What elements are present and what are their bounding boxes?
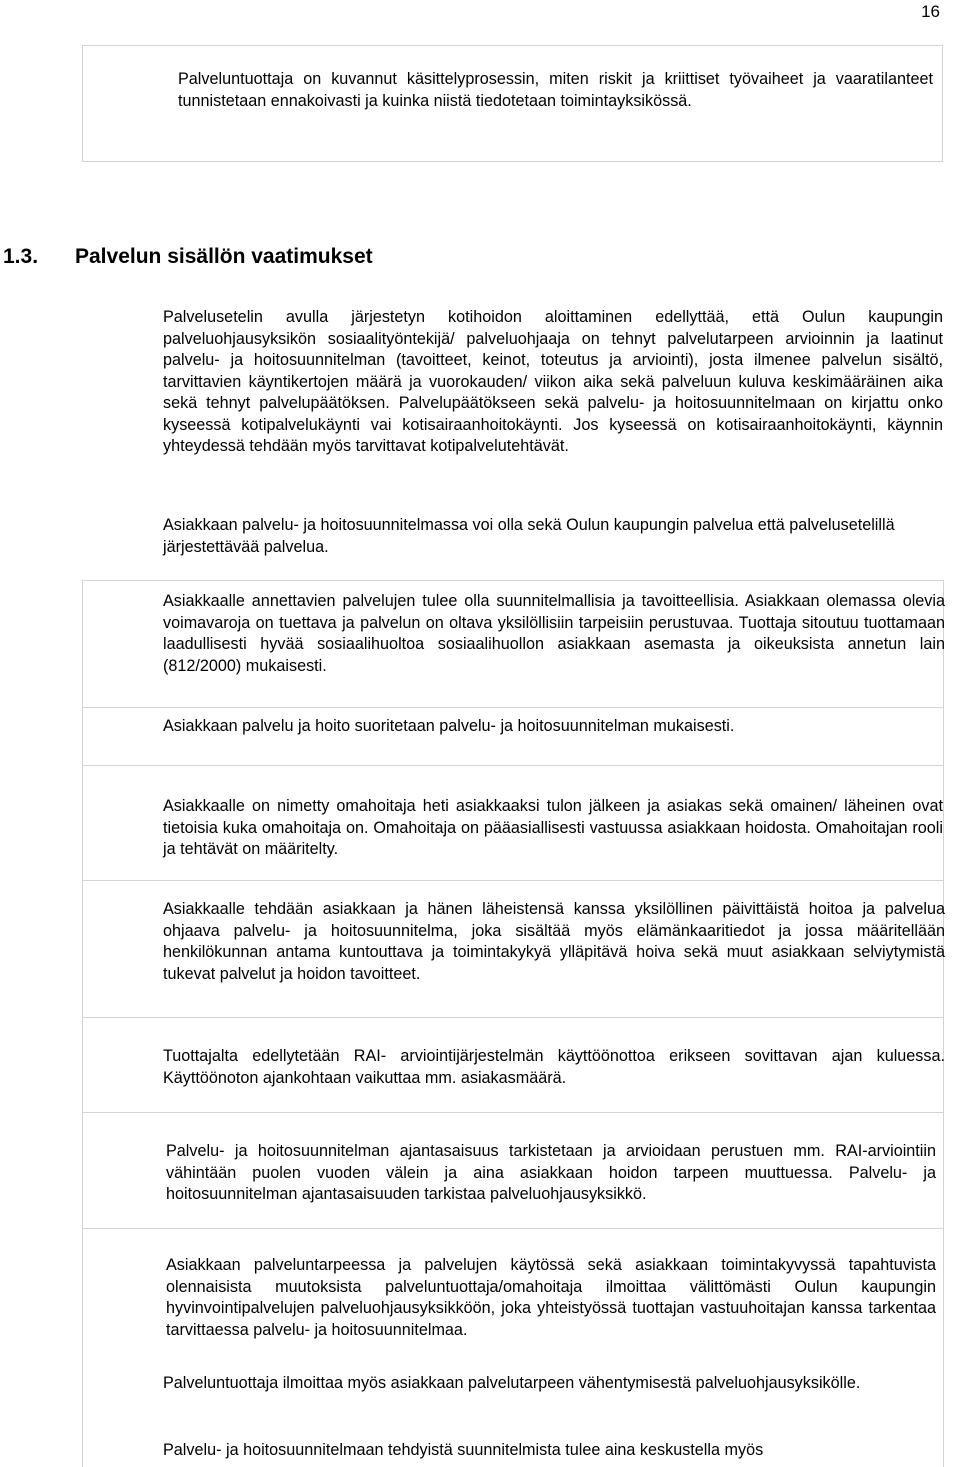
highlighted-note-box [82, 45, 943, 162]
paragraph-2 [163, 515, 943, 558]
paragraph-1 [163, 307, 943, 458]
paragraph-3 [163, 591, 945, 677]
paragraph-5-text: Asiakkaalle on nimetty omahoitaja heti asiakkaaksi tulon jälkeen ja asiakas sekä omainen/ läheinen ovat tietoisia kuka omahoitaja on. Omahoitaja on pääasiallisesti vastuussa asiakkaan hoidosta. Omahoitajan rooli ja tehtävät on määritelty. [163, 797, 943, 858]
paragraph-4 [163, 716, 943, 738]
paragraph-3-text: Asiakkaalle annettavien palvelujen tulee olla suunnitelmallisia ja tavoitteellisia. Asiakkaan olemassa olevia voimavaroja on tuettava ja palvelun on oltava yksilöllisiin tarpeisiin perustuvaa. Tuottaja sitoutuu tuottamaan laadullisesti hyvää sosiaalihuoltoa sosiaalihuollon asiakkaan asemasta ja oikeuksista annetun lain (812/2000) mukaisesti. [163, 592, 945, 675]
note-text: Palveluntuottaja on kuvannut käsittelyprosessin, miten riskit ja kriittiset työvaiheet ja vaaratilanteet tunnistetaan ennakoivasti ja kuinka niistä tiedotetaan toimintayksikössä. [178, 70, 933, 110]
paragraph-8-text: Palvelu- ja hoitosuunnitelman ajantasaisuus tarkistetaan ja arvioidaan perustuen mm. RAI-arviointiin vähintään puolen vuoden välein ja aina asiakkaan hoidon tarpeen muuttuessa. Palvelu- ja hoitosuunnitelman ajantasaisuuden tarkistaa palveluohjausyksikkö. [166, 1142, 936, 1203]
section-frame-right [943, 580, 944, 1467]
paragraph-7 [163, 1046, 945, 1089]
section-frame-left [82, 580, 83, 1467]
separator-1 [82, 580, 943, 581]
paragraph-5 [163, 796, 943, 861]
separator-7 [82, 1228, 943, 1229]
paragraph-7-text: Tuottajalta edellytetään RAI- arviointijärjestelmän käyttöönottoa erikseen sovittavan ajan kuluessa. Käyttöönoton ajankohtaan vaikuttaa mm. asiakasmäärä. [163, 1047, 945, 1087]
paragraph-11-text: Palvelu- ja hoitosuunnitelmaan tehdyistä suunnitelmista tulee aina keskustella myös [163, 1441, 764, 1459]
section-title: Palvelun sisällön vaatimukset [75, 245, 373, 269]
paragraph-9 [166, 1255, 936, 1341]
paragraph-11 [163, 1440, 933, 1462]
paragraph-9-text: Asiakkaan palveluntarpeessa ja palvelujen käytössä sekä asiakkaan toimintakyvyssä tapahtuvista olennaisista muutoksista palveluntuottaja/omahoitaja ilmoittaa välittömästi Oulun kaupungin hyvinvointipalvelujen palveluohjausyksikköön, joka yhteistyössä tuottajan vastuuhoitajan kanssa tarkentaa tarvittaessa palvelu- ja hoitosuunnitelmaa. [166, 1256, 936, 1339]
section-heading [3, 245, 373, 269]
paragraph-10-text: Palveluntuottaja ilmoittaa myös asiakkaan palvelutarpeen vähentymisestä palveluohjausyksikölle. [163, 1374, 861, 1392]
separator-6 [82, 1112, 943, 1113]
paragraph-4-text: Asiakkaan palvelu ja hoito suoritetaan palvelu- ja hoitosuunnitelman mukaisesti. [163, 717, 735, 735]
paragraph-6-text: Asiakkaalle tehdään asiakkaan ja hänen läheistensä kanssa yksilöllinen päivittäistä hoitoa ja palvelua ohjaava palvelu- ja hoitosuunnitelma, joka sisältää myös elämänkaaritiedot ja jossa määritellään henkilökunnan antama kuntouttava ja toimintakykyä ylläpitävä hoiva sekä muut asiakkaan selviytymistä tukevat palvelut ja hoidon tavoitteet. [163, 900, 945, 983]
separator-5 [82, 1017, 943, 1018]
paragraph-8 [166, 1141, 936, 1206]
paragraph-6 [163, 899, 945, 985]
paragraph-10 [163, 1373, 923, 1395]
paragraph-2-text: Asiakkaan palvelu- ja hoitosuunnitelmassa voi olla sekä Oulun kaupungin palvelua että palvelusetelillä järjestettävää palvelua. [163, 516, 895, 556]
section-number: 1.3. [3, 245, 39, 269]
paragraph-1-text: Palvelusetelin avulla järjestetyn kotihoidon aloittaminen edellyttää, että Oulun kaupungin palveluohjausyksikön sosiaalityöntekijä/ palveluohjaaja on tehnyt palvelutarpeen arvioinnin ja laatinut palvelu- ja hoitosuunnitelman (tavoitteet, keinot, toteutus ja arviointi), josta ilmenee palvelun sisältö, tarvittavien käyntikertojen määrä ja vuorokauden/ viikon aika sekä palveluun kuluva keskimääräinen aika sekä tehnyt palvelupäätöksen. Palvelupäätökseen sekä palvelu- ja hoitosuunnitelmaan on kirjattu onko kyseessä kotipalvelukäynti vai kotisairaanhoitokäynti. Jos kyseessä on kotisairaanhoitokäynti, käynnin yhteydessä tehdään myös tarvittavat kotipalvelutehtävät. [163, 308, 943, 455]
page-number: 16 [921, 2, 940, 21]
separator-4 [82, 880, 943, 881]
separator-3 [82, 765, 943, 766]
separator-2 [82, 707, 943, 708]
